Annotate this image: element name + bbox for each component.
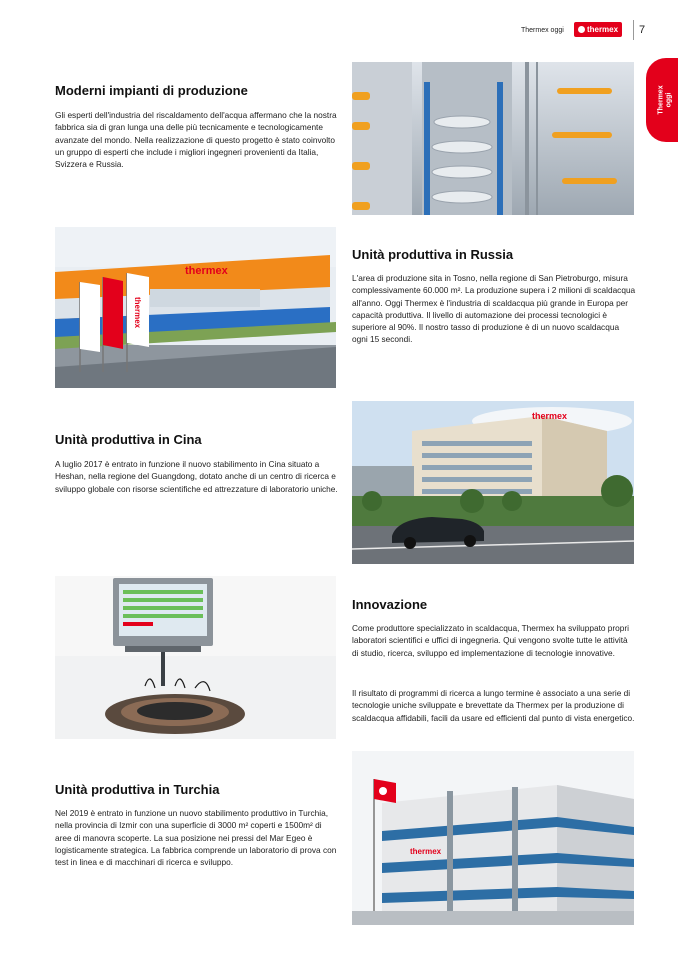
photo-lab-equipment [55, 576, 336, 739]
section-text-russia: L'area di produzione sita in Tosno, nella regione di San Pietroburgo, misura complessivamente 60.000 m². La produzione supera i 2 milioni di scaldacqua all'anno. Oggi Thermex è l'industria di scaldacqua più grande in Europa per capacità produttiva. Il livello di automazione dei processi tecnologici è superiore al 90%. Il nostro tasso di produzione è di un nuovo scaldacqua ogni 15 secondi. [352, 273, 636, 345]
side-tab-label: Thermex oggi [658, 85, 673, 115]
section-title-innovation: Innovazione [352, 597, 428, 612]
section-text-turkey: Nel 2019 è entrato in funzione un nuovo stabilimento produttivo in Turchia, nella provincia di Izmir con una superficie di 3000 m² coperti e 1500m² di aree di manovra scoperte. La sua posizione nei pressi del Mar Egeo è logisticamente strategica. La fabbrica comprende un laboratorio di prova con test in linea e di macchinari di ricerca e sviluppo. [55, 808, 337, 868]
section-text-production: Gli esperti dell'industria del riscaldamento dell'acqua affermano che la nostra fabbrica sia di gran lunga una delle più tecnicamente e tecnologicamente avanzate del mondo. Nella realizzazione di questo progetto è stato coinvolto un gruppo di esperti che include i migliori ingegneri provenienti da Italia, Svizzera e Russia. [55, 110, 337, 170]
turkey-building-sign: thermex [410, 847, 442, 856]
section-title-production: Moderni impianti di produzione [55, 83, 248, 98]
russia-building-sign: thermex [185, 265, 228, 277]
photo-china-factory [352, 401, 634, 564]
side-tab [646, 58, 678, 142]
photo-production-line [352, 62, 634, 215]
logo-circle-icon [578, 26, 585, 33]
photo-russia-factory [55, 227, 336, 388]
russia-flag-text: thermex [133, 297, 142, 329]
section-title: Thermex oggi [521, 27, 564, 34]
section-title-turkey: Unità produttiva in Turchia [55, 782, 220, 797]
section-title-russia: Unità produttiva in Russia [352, 247, 514, 262]
header-divider [633, 20, 634, 40]
section-text-china: A luglio 2017 è entrato in funzione il nuovo stabilimento in Cina situato a Heshan, nella regione del Guangdong, dotato anche di un centro di ricerca e sviluppo globale con risorse scientifiche ed attrezzature di laboratorio uniche. [55, 459, 338, 494]
logo-text: thermex [586, 25, 619, 34]
china-building-sign: thermex [532, 411, 568, 421]
photo-turkey-factory [352, 751, 634, 925]
section-text-innovation-2: Il risultato di programmi di ricerca a lungo termine è associato a una serie di tecnologie uniche sviluppate e brevettate da Thermex per la produzione di scaldacqua affidabili, facili da usare ed efficienti dal punto di vista energetico. [352, 688, 635, 723]
page-number: 7 [639, 24, 646, 36]
section-text-innovation: Come produttore specializzato in scaldacqua, Thermex ha sviluppato propri laboratori scientifici e uffici di ingegneria. Qui vengono svolte tutte le attività di studio, ricerca, sviluppo ed implementazione di tecnologie innovative. [352, 623, 630, 658]
thermex-logo [574, 22, 622, 37]
section-title-china: Unità produttiva in Cina [55, 432, 202, 447]
